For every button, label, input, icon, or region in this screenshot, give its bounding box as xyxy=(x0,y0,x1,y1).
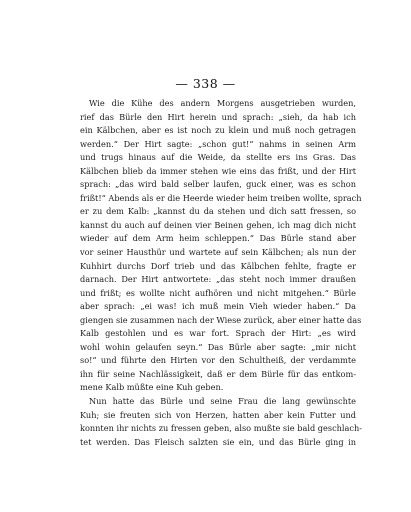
text-line: Kuh; sie freuten sich von Herzen, hatten aber kein Futter und xyxy=(80,409,356,420)
text-line: vor seiner Hausthür und wartete auf sein Kälbchen; als nun der xyxy=(80,247,356,258)
text-line: mene Kalb müßte eine Kuh geben. xyxy=(80,382,224,393)
body-text xyxy=(80,97,363,449)
text-line: giengen sie zusammen nach der Wiese zurück, aber einer hatte das xyxy=(80,314,362,325)
text-line: tet werden. Das Fleisch salzten sie ein, und das Bürle ging in xyxy=(80,436,356,447)
text-line: und trugs hinaus auf die Weide, da stellte ers ins Gras. Das xyxy=(80,152,356,163)
text-line: Wie die Kühe des andern Morgens ausgetrieben wurden, xyxy=(89,98,356,108)
text-line: werden.“ Der Hirt sagte: „schon gut!“ nahms in seinen Arm xyxy=(80,138,356,149)
text-line: rief das Bürle den Hirt herein und sprach: „sieh, da hab ich xyxy=(80,111,356,122)
text-line: er zu dem Kalb: „kannst du da stehen und dich satt fressen, so xyxy=(80,206,356,217)
text-line: Kalb gestohlen und es war fort. Sprach der Hirt: „es wird xyxy=(80,328,356,339)
text-line: so!“ und führte den Hirten vor den Schultheiß, der verdammte xyxy=(80,355,356,366)
text-line: wohl wohin gelaufen seyn.“ Das Bürle aber sagte: „mir nicht xyxy=(80,341,356,352)
text-line: kannst du auch auf deinen vier Beinen gehen, ich mag dich nicht xyxy=(80,219,356,230)
text-line: und frißt; es wollte nicht aufhören und nicht mitgehen.“ Bürle xyxy=(80,287,356,298)
text-line: Kuhhirt durchs Dorf trieb und das Kälbchen fehlte, fragte er xyxy=(80,260,356,271)
text-line: wieder auf dem Arm heim schleppen.“ Das Bürle stand aber xyxy=(80,233,356,244)
text-line: ihn für seine Nachlässigkeit, daß er dem Bürle für das entkom- xyxy=(80,368,356,379)
text-line: aber sprach: „ei was! ich muß mein Vieh wieder haben.“ Da xyxy=(80,301,356,312)
text-line: darnach. Der Hirt antwortete: „das steht noch immer draußen xyxy=(80,274,356,285)
page-number: — 338 — xyxy=(175,76,236,91)
text-line: sprach: „das wird bald selber laufen, guck einer, was es schon xyxy=(80,179,356,190)
text-line: Kälbchen blieb da immer stehen wie eins das frißt, und der Hirt xyxy=(80,165,356,176)
text-line: Nun hatte das Bürle und seine Frau die lang gewünschte xyxy=(89,396,356,407)
text-line: ein Kälbchen, aber es ist noch zu klein und muß noch getragen xyxy=(80,125,356,136)
text-line: konnten ihr nichts zu fressen geben, also mußte sie bald geschlach- xyxy=(80,423,363,434)
text-line: frißt!“ Abends als er die Heerde wieder heim treiben wollte, sprach xyxy=(80,192,362,203)
